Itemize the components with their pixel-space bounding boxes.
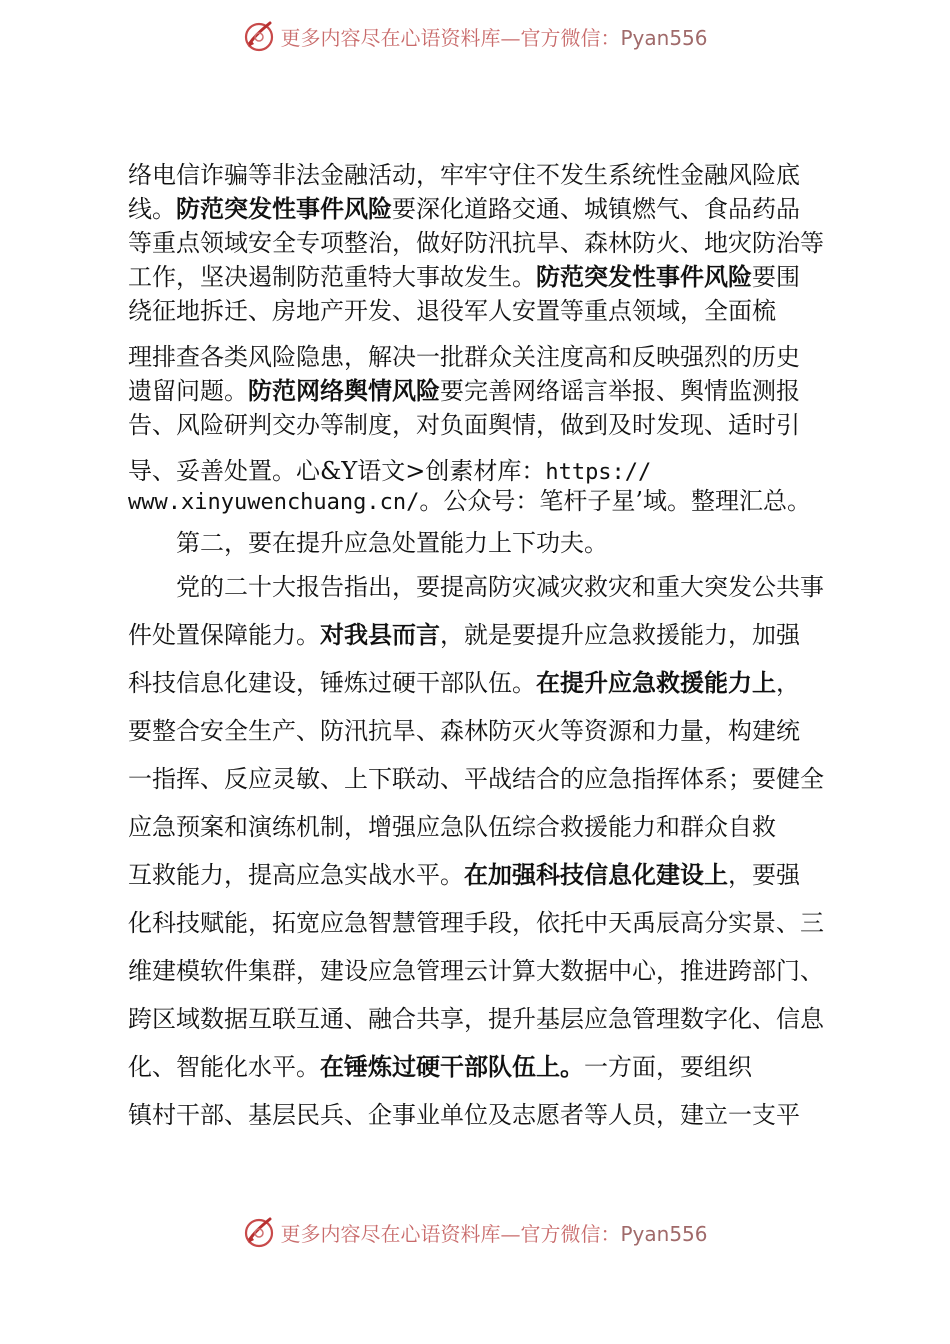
text-run: 一指挥、反应灵敏、上下联动、平战结合的应急指挥体系；要健全 (128, 765, 824, 793)
footer-banner (0, 1212, 950, 1252)
bold-phrase: 防范突发性事件风险 (536, 263, 752, 291)
text-run: 遗留问题。 (128, 377, 248, 405)
text-line (128, 620, 868, 650)
text-run: 化、智能化水平。 (128, 1053, 320, 1081)
text-line (128, 668, 868, 698)
text-line (128, 262, 868, 292)
text-run: 要完善网络谣言举报、舆情监测报 (440, 377, 800, 405)
text-run: 科技信息化建设，锤炼过硬干部队伍。 (128, 669, 536, 697)
text-line (128, 764, 868, 794)
banner-text: 更多内容尽在心语资料库—官方微信：Pyan556 (280, 1221, 708, 1246)
text-run: 告、风险研判交办等制度，对负面舆情，做到及时发现、适时引 (128, 411, 800, 439)
text-run: 要深化道路交通、城镇燃气、食品药品 (392, 195, 800, 223)
text-run: https:// (545, 460, 652, 485)
text-run: 应急预案和演练机制，增强应急队伍综合救援能力和群众自救 (128, 813, 776, 841)
text-run: 导、妥善处置。心&Y语文>创素材库： (128, 457, 546, 485)
bold-phrase: 对我县而言 (320, 621, 440, 649)
text-line (128, 376, 868, 406)
text-run: 件处置保障能力。 (128, 621, 320, 649)
text-run: ，就是要提升应急救援能力，加强 (440, 621, 800, 649)
bold-phrase: 在锤炼过硬干部队伍上。 (320, 1053, 584, 1081)
text-run: 绕征地拆迁、房地产开发、退役军人安置等重点领域，全面梳 (128, 297, 776, 325)
bold-phrase: 在加强科技信息化建设上 (464, 861, 728, 889)
text-run: 互救能力，提高应急实战水平。 (128, 861, 464, 889)
text-run: 理排查各类风险隐患，解决一批群众关注度高和反映强烈的历史 (128, 343, 800, 371)
text-line (128, 716, 868, 746)
text-run: ，要强 (728, 861, 800, 889)
text-line (128, 1052, 868, 1082)
text-line (176, 528, 916, 558)
text-run: 跨区域数据互联互通、融合共享，提升基层应急管理数字化、信息 (128, 1005, 824, 1033)
text-run: 党的二十大报告指出，要提高防灾减灾救灾和重大突发公共事 (176, 573, 824, 601)
text-line (128, 956, 868, 986)
text-run: ， (776, 669, 800, 697)
bold-phrase: 防范突发性事件风险 (176, 195, 392, 223)
text-run: 要整合安全生产、防汛抗旱、森林防灭火等资源和力量，构建统 (128, 717, 800, 745)
text-line (128, 908, 868, 938)
text-run: 络电信诈骗等非法金融活动，牢牢守住不发生系统性金融风险底 (128, 161, 800, 189)
header-banner (0, 16, 950, 56)
text-line (128, 456, 868, 488)
brush-logo-icon (242, 1215, 276, 1249)
bold-phrase: 在提升应急救援能力上 (536, 669, 776, 697)
text-line (128, 160, 868, 190)
text-line (128, 486, 868, 518)
text-line (128, 194, 868, 224)
text-run: 镇村干部、基层民兵、企事业单位及志愿者等人员，建立一支平 (128, 1101, 800, 1129)
text-line (128, 296, 868, 326)
text-run: 线。 (128, 195, 176, 223)
text-line (128, 1004, 868, 1034)
text-run: 等重点领域安全专项整治，做好防汛抗旱、森林防火、地灾防治等 (128, 229, 824, 257)
text-run: www.xinyuwenchuang.cn/ (128, 490, 420, 515)
text-line (128, 1100, 868, 1130)
text-run: 化科技赋能，拓宽应急智慧管理手段，依托中天禹辰高分实景、三 (128, 909, 824, 937)
text-run: 工作，坚决遏制防范重特大事故发生。 (128, 263, 536, 291)
text-line (128, 812, 868, 842)
text-run: 。公众号：笔杆子星’域。整理汇总。 (419, 487, 812, 515)
text-run: 要围 (752, 263, 800, 291)
brush-logo-icon (242, 19, 276, 53)
text-line (128, 228, 868, 258)
bold-phrase: 防范网络舆情风险 (248, 377, 440, 405)
text-line (128, 860, 868, 890)
banner-text: 更多内容尽在心语资料库—官方微信：Pyan556 (280, 25, 708, 50)
text-run: 一方面，要组织 (584, 1053, 752, 1081)
text-run: 维建模软件集群，建设应急管理云计算大数据中心，推进跨部门、 (128, 957, 824, 985)
text-line (128, 410, 868, 440)
text-run: 第二，要在提升应急处置能力上下功夫。 (176, 529, 608, 557)
text-line (176, 572, 916, 602)
text-line (128, 342, 868, 372)
